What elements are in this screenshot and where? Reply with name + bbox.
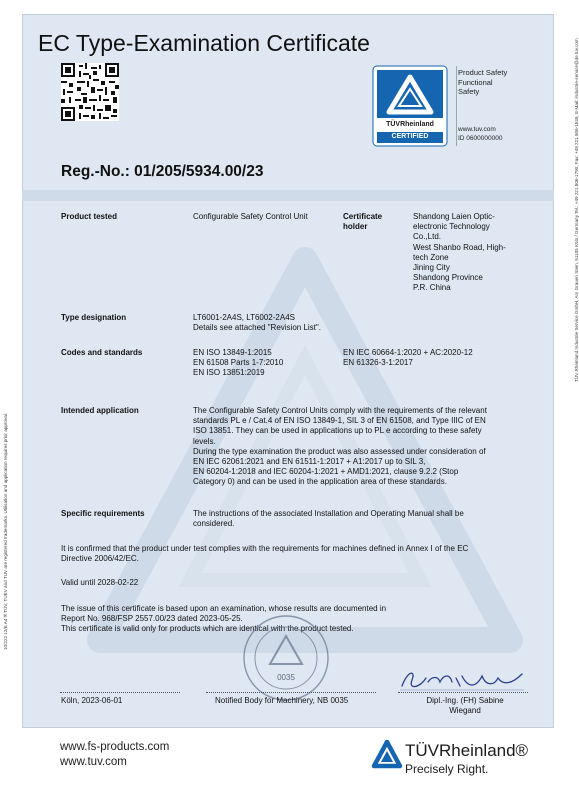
- type-designation-value: LT6001-2A4S, LT6002-2A4S Details see attached "Revision List".: [193, 313, 321, 333]
- signer-name: Dipl.-Ing. (FH) Sabine Wiegand: [426, 696, 504, 716]
- codes-standards-label: Codes and standards: [61, 348, 143, 357]
- intended-application-text: The Configurable Safety Control Units comply with the requirements of the relevant standards PL e / Cat.4 of EN ISO 13849-1, SIL 3 of EN 61508, and Type IIIC of EN ISO 13851. They can be used in applications up to PL e according to these safety levels. During the type examination the product was also assessed under consideration of EN IEC 62061:2021 and EN 61511-1:2017 + A1:2017 up to SIL 3, EN 60204-1:2018 and IEC 60204-1:2021 + AMD1:2021, clause 9.2.2 (Stop Category 0) and can be used in the application area of these standards.: [193, 406, 487, 487]
- side-note-right: TÜV Rheinland Industrie Service GmbH, Am Grauen Stein, 51105 Köln / Germany Tel.: +49 221 806-1790, Fax: +49 221 806-1539, E-Mail: industrie-service@de.tuv.com: [574, 38, 579, 382]
- tuv-triangle-logo-icon: [372, 740, 402, 768]
- website-fs-products[interactable]: www.fs-products.com: [60, 741, 170, 753]
- dotted-rule-right: [398, 692, 528, 694]
- valid-until: Valid until 2028-02-22: [61, 578, 139, 587]
- registration-number: Reg.-No.: 01/205/5934.00/23: [61, 163, 264, 180]
- header-band: [22, 190, 554, 201]
- qr-code-icon: [61, 63, 119, 121]
- product-tested-value: Configurable Safety Control Unit: [193, 212, 308, 221]
- brand-name: TÜVRheinland®: [405, 741, 529, 760]
- product-tested-label: Product tested: [61, 212, 118, 221]
- brand-tagline: Precisely Right.: [405, 762, 489, 776]
- page-title: EC Type-Examination Certificate: [38, 30, 370, 56]
- type-designation-label: Type designation: [61, 313, 127, 322]
- certificate-holder-address: Shandong Laien Optic- electronic Technology Co.,Ltd. West Shanbo Road, High- tech Zone Jining City Shandong Province P.R. China: [413, 212, 506, 293]
- mark-web: www.tuv.com ID 0600000000: [458, 126, 503, 142]
- mark-brand: TÜVRheinland: [386, 121, 434, 128]
- notified-body: Notified Body for Machinery, NB 0035: [215, 696, 349, 705]
- codes-standards-left: EN ISO 13849-1:2015 EN 61508 Parts 1-7:2010 EN ISO 13851:2019: [193, 348, 284, 378]
- certificate-holder-label: Certificate holder: [343, 212, 383, 232]
- side-note-left: 10/222 12/E A4 ® TÜV, TUEV and TUV are registered trademarks. Utilisation and application requires prior approval.: [3, 412, 8, 650]
- notified-body-stamp-icon: [240, 612, 332, 704]
- dotted-rule-left: [60, 692, 180, 694]
- intended-application-label: Intended application: [61, 406, 139, 415]
- mark-certified: CERTIFIED: [391, 133, 429, 140]
- place-date: Köln, 2023-06-01: [61, 696, 123, 705]
- codes-standards-right: EN IEC 60664-1:2020 + AC:2020-12 EN 61326-3-1:2017: [343, 348, 473, 368]
- mark-label: Product Safety Functional Safety: [458, 68, 508, 96]
- signature-icon: [398, 664, 528, 694]
- specific-requirements-label: Specific requirements: [61, 509, 145, 518]
- stamp-number: 0035: [277, 673, 295, 682]
- issue-text: The issue of this certificate is based upon an examination, whose results are documented in Report No. 968/FSP 2557.00/23 dated 2023-05-25. This certificate is valid only for products which are identical with the product tested.: [61, 604, 387, 634]
- confirmation-text: It is confirmed that the product under test complies with the requirements for machines defined in Annex I of the EC Directive 2006/42/EC.: [61, 544, 469, 564]
- dotted-rule-middle: [206, 692, 376, 694]
- website-tuv[interactable]: www.tuv.com: [60, 756, 127, 768]
- specific-requirements-text: The instructions of the associated Installation and Operating Manual shall be considered.: [193, 509, 464, 529]
- mark-divider: [456, 66, 457, 146]
